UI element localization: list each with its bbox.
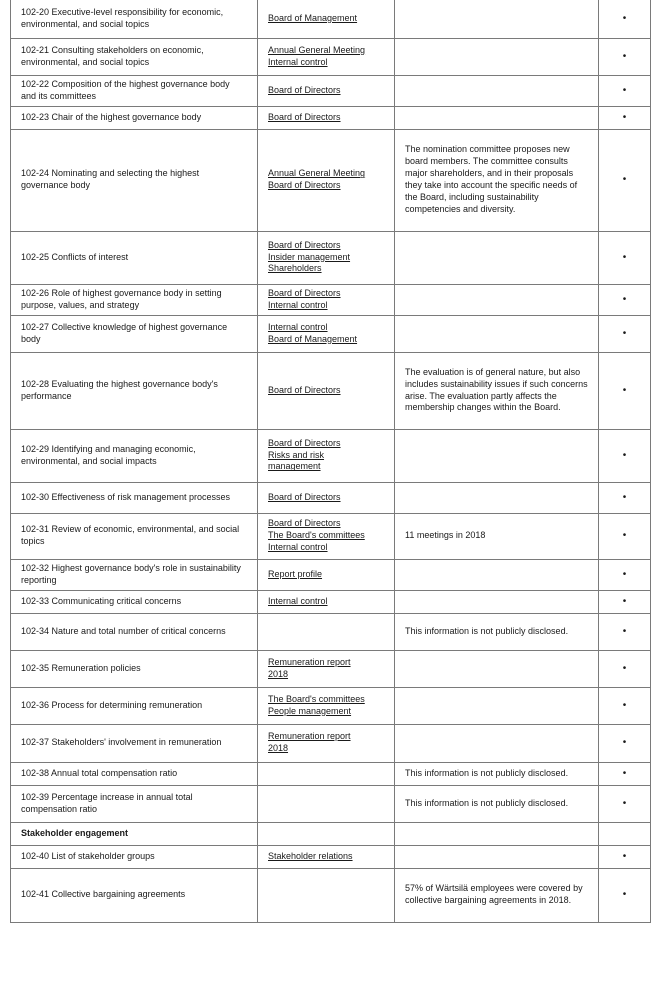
note-cell — [395, 38, 599, 75]
note-text: This information is not publicly disclosed. — [405, 767, 569, 778]
disclosure-title: Process for determining remuneration — [51, 699, 203, 710]
bullet-icon: • — [622, 84, 627, 96]
disclosure-cell — [11, 315, 258, 352]
disclosure-code: 102-32 — [21, 562, 50, 573]
table-row — [11, 129, 651, 231]
table-row — [11, 613, 651, 650]
note-cell — [395, 822, 599, 845]
applicability-cell — [599, 822, 651, 845]
applicability-cell — [599, 231, 651, 284]
reference-link[interactable]: Board of Management — [268, 12, 358, 23]
reference-link[interactable]: Remuneration report 2018 — [268, 656, 351, 679]
reference-link[interactable]: Annual General Meeting — [268, 44, 366, 55]
applicability-cell — [599, 315, 651, 352]
note-text: The nomination committee proposes new board members. The committee consults major shareholders, and in their proposals they take into account the specific needs of the Board, including sustainability competencies and diversity. — [405, 144, 578, 214]
disclosure-cell — [11, 845, 258, 868]
disclosure-cell — [11, 129, 258, 231]
applicability-cell — [599, 129, 651, 231]
disclosure-code: 102-34 — [21, 625, 50, 636]
reference-link[interactable]: Board of Directors — [268, 287, 341, 298]
note-text: 11 meetings in 2018 — [405, 530, 486, 541]
table-row — [11, 687, 651, 724]
disclosure-code: 102-27 — [21, 321, 50, 332]
gri-disclosure-table — [10, 0, 651, 923]
disclosure-code: 102-25 — [21, 251, 50, 262]
reference-link[interactable]: Internal control — [268, 321, 328, 332]
applicability-cell — [599, 687, 651, 724]
note-cell — [395, 429, 599, 482]
reference-cell — [258, 106, 395, 129]
disclosure-title: Highest governance body's role in sustainability reporting — [21, 562, 241, 585]
table-row — [11, 75, 651, 106]
note-cell — [395, 284, 599, 315]
disclosure-code: 102-41 — [21, 889, 50, 900]
bullet-icon: • — [622, 174, 627, 186]
reference-cell — [258, 559, 395, 590]
bullet-icon: • — [622, 568, 627, 580]
disclosure-cell — [11, 650, 258, 687]
reference-cell — [258, 315, 395, 352]
bullet-icon: • — [622, 850, 627, 862]
disclosure-code: 102-40 — [21, 850, 50, 861]
reference-link[interactable]: Internal control — [268, 595, 328, 606]
disclosure-title: Nature and total number of critical concerns — [51, 625, 226, 636]
reference-cell — [258, 845, 395, 868]
disclosure-code: 102-26 — [21, 287, 50, 298]
note-cell — [395, 724, 599, 762]
disclosure-title: Nominating and selecting the highest governance body — [21, 168, 200, 190]
table-row — [11, 231, 651, 284]
applicability-cell — [599, 724, 651, 762]
bullet-icon: • — [622, 111, 627, 123]
table-row — [11, 785, 651, 822]
reference-link[interactable]: Internal control — [268, 541, 328, 552]
reference-cell — [258, 231, 395, 284]
table-row — [11, 0, 651, 38]
reference-cell — [258, 513, 395, 559]
disclosure-cell — [11, 785, 258, 822]
reference-cell — [258, 822, 395, 845]
disclosure-title: Collective knowledge of highest governance body — [21, 321, 228, 344]
disclosure-cell — [11, 513, 258, 559]
note-cell — [395, 75, 599, 106]
applicability-cell — [599, 590, 651, 613]
disclosure-title: Consulting stakeholders on economic, environmental, and social topics — [21, 44, 204, 67]
note-cell — [395, 613, 599, 650]
bullet-icon: • — [622, 449, 627, 461]
applicability-cell — [599, 352, 651, 429]
disclosure-code: 102-21 — [21, 44, 50, 55]
reference-link[interactable]: Remuneration report 2018 — [268, 731, 351, 753]
disclosure-cell — [11, 0, 258, 38]
reference-link[interactable]: Board of Directors — [268, 437, 341, 448]
table-row — [11, 352, 651, 429]
gri-table-body — [11, 0, 651, 922]
note-cell — [395, 845, 599, 868]
applicability-cell — [599, 762, 651, 785]
bullet-icon: • — [622, 737, 627, 749]
disclosure-code: 102-28 — [21, 378, 50, 389]
applicability-cell — [599, 650, 651, 687]
reference-link[interactable]: Internal control — [268, 56, 328, 67]
note-cell — [395, 590, 599, 613]
bullet-icon: • — [622, 251, 627, 263]
bullet-icon: • — [622, 767, 627, 779]
table-row — [11, 650, 651, 687]
disclosure-title: Composition of the highest governance body and its committees — [21, 78, 230, 101]
bullet-icon: • — [622, 293, 627, 305]
reference-link[interactable]: Shareholders — [268, 263, 322, 274]
reference-link[interactable]: Internal control — [268, 299, 328, 310]
disclosure-cell — [11, 868, 258, 922]
bullet-icon: • — [622, 50, 627, 62]
disclosure-cell — [11, 724, 258, 762]
disclosure-title: List of stakeholder groups — [51, 850, 155, 861]
disclosure-title: Effectiveness of risk management processes — [51, 491, 230, 502]
disclosure-code: 102-24 — [21, 168, 50, 179]
bullet-icon: • — [622, 13, 627, 25]
disclosure-code: 102-29 — [21, 443, 50, 454]
bullet-icon: • — [622, 625, 627, 637]
reference-cell — [258, 482, 395, 513]
disclosure-title: Executive-level responsibility for economic, environmental, and social topics — [21, 6, 224, 29]
applicability-cell — [599, 0, 651, 38]
disclosure-cell — [11, 106, 258, 129]
disclosure-cell — [11, 38, 258, 75]
note-cell — [395, 315, 599, 352]
note-text: This information is not publicly disclosed. — [405, 625, 569, 636]
reference-cell — [258, 650, 395, 687]
reference-cell — [258, 590, 395, 613]
applicability-cell — [599, 613, 651, 650]
disclosure-cell — [11, 231, 258, 284]
note-cell — [395, 868, 599, 922]
reference-cell — [258, 613, 395, 650]
reference-link[interactable]: The Board's committees — [268, 530, 365, 541]
table-row — [11, 845, 651, 868]
table-row — [11, 106, 651, 129]
reference-cell — [258, 724, 395, 762]
disclosure-code: 102-39 — [21, 791, 50, 802]
applicability-cell — [599, 106, 651, 129]
disclosure-title: Percentage increase in annual total compensation ratio — [21, 791, 193, 814]
reference-link[interactable]: Annual General Meeting — [268, 168, 366, 179]
reference-link[interactable]: Board of Directors — [268, 111, 341, 122]
reference-link[interactable]: Board of Directors — [268, 491, 341, 502]
applicability-cell — [599, 482, 651, 513]
disclosure-cell — [11, 75, 258, 106]
note-cell — [395, 762, 599, 785]
reference-cell — [258, 38, 395, 75]
note-text: The evaluation is of general nature, but also includes sustainability issues if such concerns arise. The evaluation partly affects the membership changes within the Board. — [405, 366, 588, 413]
reference-link[interactable]: Board of Directors — [268, 180, 341, 190]
table-row — [11, 590, 651, 613]
reference-cell — [258, 429, 395, 482]
disclosure-cell — [11, 762, 258, 785]
reference-link[interactable]: Insider management — [268, 251, 351, 262]
table-row — [11, 38, 651, 75]
reference-link[interactable]: Board of Directors — [268, 518, 341, 529]
reference-cell — [258, 868, 395, 922]
disclosure-cell — [11, 429, 258, 482]
disclosure-cell — [11, 352, 258, 429]
disclosure-cell — [11, 590, 258, 613]
reference-link[interactable]: Board of Directors — [268, 384, 341, 395]
reference-link[interactable]: The Board's committees — [268, 693, 365, 704]
table-row — [11, 482, 651, 513]
table-row — [11, 429, 651, 482]
reference-cell — [258, 129, 395, 231]
bullet-icon: • — [622, 327, 627, 339]
disclosure-title: Annual total compensation ratio — [51, 767, 178, 778]
applicability-cell — [599, 785, 651, 822]
table-row — [11, 868, 651, 922]
disclosure-title: Stakeholders' involvement in remuneration — [51, 737, 222, 748]
reference-link[interactable]: Report profile — [268, 568, 323, 579]
note-cell — [395, 482, 599, 513]
note-cell — [395, 559, 599, 590]
reference-link[interactable]: Risks and risk management — [268, 449, 325, 472]
note-cell — [395, 785, 599, 822]
applicability-cell — [599, 284, 651, 315]
disclosure-code: 102-20 — [21, 6, 50, 17]
note-cell — [395, 0, 599, 38]
disclosure-title: Communicating critical concerns — [51, 595, 182, 606]
bullet-icon: • — [622, 384, 627, 396]
section-row — [11, 822, 651, 845]
note-cell — [395, 106, 599, 129]
reference-cell — [258, 352, 395, 429]
bullet-icon: • — [622, 797, 627, 809]
disclosure-title: Chair of the highest governance body — [51, 111, 202, 122]
reference-link[interactable]: People management — [268, 705, 352, 716]
disclosure-cell — [11, 687, 258, 724]
reference-cell — [258, 785, 395, 822]
reference-cell — [258, 284, 395, 315]
disclosure-code: 102-38 — [21, 767, 50, 778]
note-cell — [395, 687, 599, 724]
table-row — [11, 724, 651, 762]
disclosure-code: 102-37 — [21, 737, 50, 748]
reference-cell — [258, 0, 395, 38]
note-cell — [395, 650, 599, 687]
disclosure-title: Conflicts of interest — [51, 251, 129, 262]
disclosure-cell — [11, 613, 258, 650]
reference-cell — [258, 687, 395, 724]
disclosure-code: 102-36 — [21, 699, 50, 710]
disclosure-code: 102-23 — [21, 111, 50, 122]
disclosure-title: Evaluating the highest governance body's performance — [21, 378, 218, 401]
reference-link[interactable]: Board of Management — [268, 333, 358, 344]
reference-link[interactable]: Board of Directors — [268, 84, 341, 95]
disclosure-code: 102-30 — [21, 491, 50, 502]
table-row — [11, 315, 651, 352]
reference-link[interactable]: Stakeholder relations — [268, 850, 353, 861]
disclosure-code: 102-31 — [21, 524, 50, 535]
applicability-cell — [599, 845, 651, 868]
applicability-cell — [599, 868, 651, 922]
note-cell — [395, 129, 599, 231]
note-text: This information is not publicly disclosed. — [405, 797, 569, 808]
note-cell — [395, 231, 599, 284]
bullet-icon: • — [622, 699, 627, 711]
disclosure-code: 102-33 — [21, 595, 50, 606]
section-title-cell — [11, 822, 258, 845]
table-row — [11, 513, 651, 559]
reference-link[interactable]: Board of Directors — [268, 239, 341, 250]
disclosure-title: Remuneration policies — [51, 662, 141, 673]
applicability-cell — [599, 513, 651, 559]
applicability-cell — [599, 429, 651, 482]
applicability-cell — [599, 559, 651, 590]
table-row — [11, 762, 651, 785]
applicability-cell — [599, 75, 651, 106]
table-row — [11, 284, 651, 315]
bullet-icon: • — [622, 889, 627, 901]
disclosure-cell — [11, 559, 258, 590]
note-text: 57% of Wärtsilä employees were covered by collective bargaining agreements in 2018. — [405, 883, 583, 905]
note-cell — [395, 513, 599, 559]
bullet-icon: • — [622, 595, 627, 607]
note-cell — [395, 352, 599, 429]
reference-cell — [258, 762, 395, 785]
disclosure-cell — [11, 284, 258, 315]
section-title: Stakeholder engagement — [21, 827, 129, 838]
disclosure-cell — [11, 482, 258, 513]
disclosure-title: Collective bargaining agreements — [51, 889, 186, 900]
disclosure-title: Role of highest governance body in setting purpose, values, and strategy — [21, 287, 222, 310]
bullet-icon: • — [622, 491, 627, 503]
table-row — [11, 559, 651, 590]
applicability-cell — [599, 38, 651, 75]
disclosure-code: 102-22 — [21, 78, 50, 89]
reference-cell — [258, 75, 395, 106]
bullet-icon: • — [622, 530, 627, 542]
disclosure-title: Review of economic, environmental, and social topics — [21, 524, 240, 546]
bullet-icon: • — [622, 662, 627, 674]
disclosure-code: 102-35 — [21, 662, 50, 673]
disclosure-title: Identifying and managing economic, environmental, and social impacts — [21, 443, 196, 466]
